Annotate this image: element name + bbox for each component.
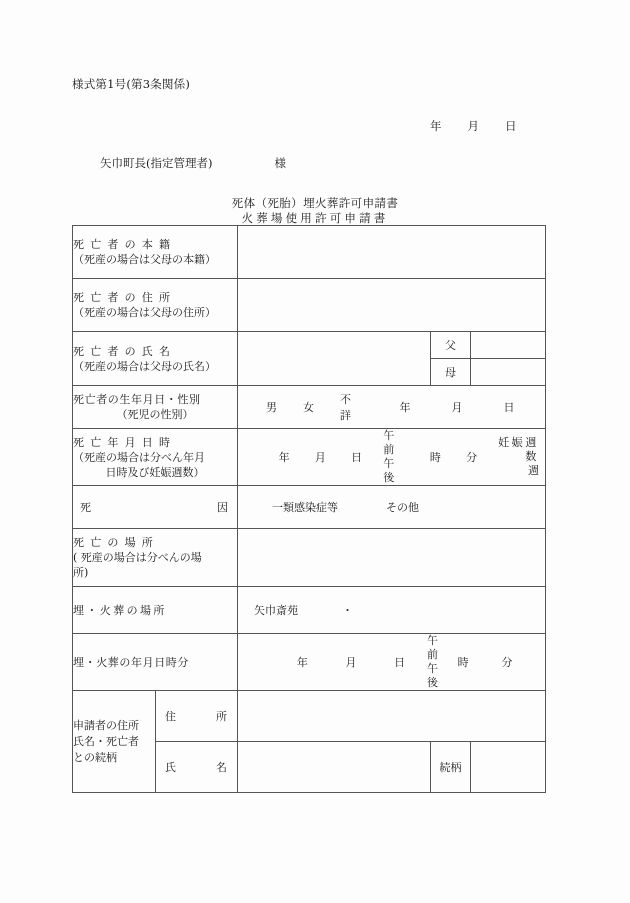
date-line [430, 118, 517, 134]
table-row-birthdate-gender [73, 386, 546, 429]
label-birthdate-gender-main: 死亡者の生年月日・性別 [73, 393, 201, 406]
label-death-datetime-sub1: （死産の場合は分べん年月 [73, 450, 205, 464]
burial-year-label: 年 [296, 656, 308, 669]
label-death-place-main: 死亡の場所 [73, 536, 159, 549]
label-applicant-name [156, 742, 238, 793]
death-day-label: 日 [351, 451, 363, 464]
label-shimei [73, 332, 238, 386]
label-applicant-name-char1: 氏 [165, 761, 176, 774]
label-cause-char1: 死 [80, 500, 91, 514]
field-applicant-relation-value[interactable] [471, 742, 546, 793]
field-jusho-value[interactable] [238, 279, 546, 332]
label-applicant-address [156, 691, 238, 742]
option-other-cause[interactable]: その他 [386, 501, 419, 514]
death-pm-label: 午後 [383, 457, 395, 484]
field-birthdate-gender [238, 386, 546, 429]
label-jusho-sub: （死産の場合は父母の住所） [73, 306, 216, 319]
label-applicant-address-char2: 所 [216, 710, 227, 723]
field-applicant-name-value[interactable] [238, 742, 431, 793]
burial-day-label: 日 [394, 656, 406, 669]
pregnancy-weeks-field [490, 436, 539, 478]
pregnancy-weeks-label: 妊娠週数 [498, 436, 540, 463]
field-death-datetime [238, 429, 546, 486]
label-burial-datetime [73, 634, 238, 691]
field-honseki-value[interactable] [238, 226, 546, 279]
date-day-label: 日 [505, 119, 517, 133]
birth-month-label: 月 [451, 401, 463, 414]
date-year-label: 年 [430, 119, 442, 133]
label-applicant-line2: 氏名・死亡者 [73, 734, 139, 748]
table-row-shimei-father [73, 332, 546, 359]
burial-ampm-selector[interactable] [424, 634, 441, 690]
label-applicant-line3: との続柄 [73, 750, 117, 764]
option-male[interactable]: 男 [266, 401, 277, 414]
field-burial-datetime [238, 634, 546, 691]
table-row-burial-datetime [73, 634, 546, 691]
label-death-place-sub2: 所) [73, 566, 89, 579]
pregnancy-weeks-unit: 週 [528, 464, 540, 477]
label-jusho [73, 279, 238, 332]
birth-year-label: 年 [399, 401, 411, 414]
birth-day-label: 日 [503, 401, 515, 414]
option-female[interactable]: 女 [303, 401, 314, 414]
burial-place-value[interactable]: 矢巾斎苑 [254, 604, 298, 617]
label-burial-datetime-text: 埋・火葬の年月日時分 [73, 655, 189, 669]
label-death-datetime [73, 429, 238, 486]
label-jusho-main: 死亡者の住所 [73, 291, 177, 304]
burial-month-label: 月 [345, 656, 357, 669]
table-row-honseki [73, 226, 546, 279]
label-applicant [73, 691, 156, 793]
death-minute-label: 分 [466, 451, 478, 464]
burial-pm-label: 午後 [427, 662, 439, 689]
option-unknown[interactable]: 不詳 [340, 393, 351, 422]
death-ampm-selector[interactable] [379, 429, 399, 485]
label-shimei-main: 死亡者の氏名 [73, 344, 177, 358]
date-month-label: 月 [467, 119, 479, 133]
label-mother: 母 [431, 359, 471, 386]
label-cause-char2: 因 [217, 500, 228, 514]
label-applicant-relation: 続柄 [431, 742, 471, 793]
application-form-table [72, 225, 546, 793]
addressee-line [100, 155, 286, 171]
field-mother-value[interactable] [471, 359, 546, 386]
label-applicant-line1: 申請者の住所 [73, 718, 139, 732]
label-death-datetime-main: 死亡年月日時 [73, 435, 177, 449]
field-father-value[interactable] [471, 332, 546, 359]
label-birthdate-gender [73, 386, 238, 429]
addressee-name: 矢巾町長(指定管理者) [100, 156, 213, 170]
label-honseki-main: 死亡者の本籍 [73, 238, 177, 251]
document-title-line1: 死体（死胎）埋火葬許可申請書 [231, 196, 399, 210]
option-infectious-disease[interactable]: 一類感染症等 [272, 501, 338, 514]
label-applicant-address-char1: 住 [165, 710, 176, 723]
table-row-cause-of-death [73, 486, 546, 529]
label-honseki [73, 226, 238, 279]
field-cause-of-death [238, 486, 546, 529]
table-row-applicant-address [73, 691, 546, 742]
label-honseki-sub: （死産の場合は父母の本籍） [73, 253, 216, 266]
table-row-death-datetime [73, 429, 546, 486]
field-burial-place [238, 587, 546, 634]
death-am-label: 午前 [383, 429, 395, 456]
label-death-place-sub1: ( 死産の場合は分べんの場 [73, 551, 202, 564]
field-death-place-value[interactable] [238, 529, 546, 587]
table-row-burial-place [73, 587, 546, 634]
field-applicant-address-value[interactable] [238, 691, 546, 742]
label-death-datetime-sub2: 日時及び妊娠週数） [105, 465, 205, 479]
label-death-place [73, 529, 238, 587]
death-hour-label: 時 [429, 451, 441, 464]
burial-minute-label: 分 [501, 656, 513, 669]
death-year-label: 年 [278, 451, 290, 464]
addressee-honorific: 様 [274, 156, 286, 170]
burial-place-separator: ・ [342, 604, 353, 617]
label-cause-of-death [73, 486, 238, 529]
form-number: 様式第1号(第3条関係) [72, 77, 191, 91]
document-title-line2: 火葬場使用許可申請書 [241, 211, 389, 225]
label-applicant-name-char2: 名 [216, 761, 227, 774]
label-father: 父 [431, 332, 471, 359]
table-row-jusho [73, 279, 546, 332]
label-birthdate-gender-sub: （死児の性別） [116, 408, 194, 421]
label-burial-place [73, 587, 238, 634]
table-row-death-place [73, 529, 546, 587]
document-title [0, 196, 630, 226]
burial-hour-label: 時 [457, 656, 469, 669]
label-shimei-sub: （死産の場合は父母の氏名） [73, 359, 216, 373]
death-month-label: 月 [314, 451, 326, 464]
field-shimei-value[interactable] [238, 332, 431, 386]
label-burial-place-text: 埋・火葬の場所 [73, 603, 167, 617]
burial-am-label: 午前 [427, 634, 439, 661]
